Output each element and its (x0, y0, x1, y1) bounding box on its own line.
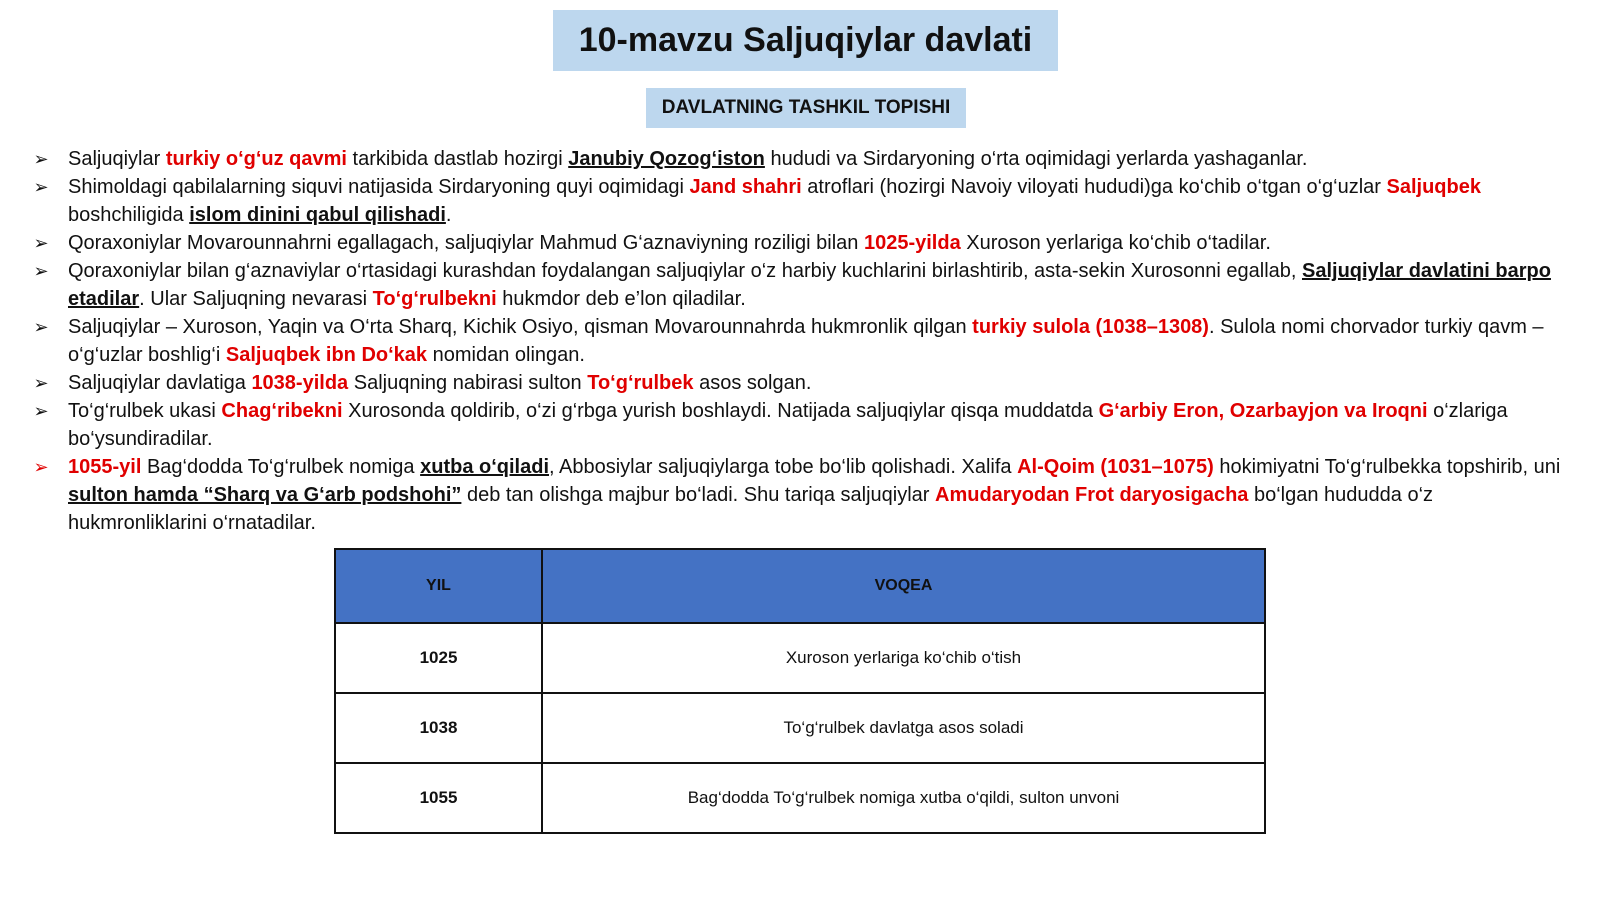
highlight-text: G‘arbiy Eron, Ozarbayjon va Iroqni (1098, 400, 1428, 422)
bullet-text: Shimoldagi qabilalarning siquvi natijasida Sirdaryoning quyi oqimidagi (68, 176, 690, 198)
arrow-bullet-icon: ➢ (33, 149, 49, 169)
highlight-text: 1038-yilda (251, 372, 349, 394)
bullet-text: . (445, 204, 452, 226)
underlined-text: Saljuqiylar davlatini barpo etadilar (68, 260, 1551, 310)
arrow-bullet-icon: ➢ (33, 401, 49, 421)
bullet-text: Saljuqiylar (68, 148, 166, 170)
bullet-text: Bag‘dodda To‘g‘rulbek nomiga (141, 456, 421, 478)
underlined-text: xutba o‘qiladi (420, 456, 550, 478)
bullet-text: deb tan olishga majbur bo‘ladi. Shu tariqa saljuqiylar (461, 484, 936, 506)
highlight-text: turkiy sulola (1038–1308) (972, 316, 1209, 338)
highlight-text: To‘g‘rulbek (587, 372, 694, 394)
bullet-text: boshchiligida (68, 204, 190, 226)
header-year: YIL (335, 549, 542, 623)
section-subtitle: DAVLATNING TASHKIL TOPISHI (661, 97, 951, 118)
arrow-bullet-icon: ➢ (33, 261, 49, 281)
bullet-text: Qoraxoniylar Movarounnahrni egallagach, saljuqiylar Mahmud G‘aznaviyning roziligi bilan (68, 232, 864, 254)
subtitle-banner (646, 88, 966, 128)
underlined-text: Janubiy Qozog‘iston (568, 148, 765, 170)
highlight-text: Saljuqbek (1386, 176, 1481, 198)
highlight-text: Saljuqbek ibn Do‘kak (225, 344, 428, 366)
highlight-text: Amudaryodan Frot daryosigacha (935, 484, 1249, 506)
table-row (335, 623, 1265, 693)
bullet-text: Xurosonda qoldirib, o‘zi g‘rbga yurish boshlaydi. Natijada saljuqiylar qisqa muddatda (342, 400, 1099, 422)
arrow-bullet-icon: ➢ (33, 373, 49, 393)
bullet-text: . Sulola nomi chorvador turkiy qavm – o‘g‘uzlar boshlig‘i (68, 316, 1544, 366)
bullet-text: Saljuqiylar davlatiga (68, 372, 252, 394)
highlight-text: turkiy o‘g‘uz qavmi (165, 148, 347, 170)
highlight-text: Al-Qoim (1031–1075) (1017, 456, 1214, 478)
bullet-text: To‘g‘rulbek ukasi (68, 400, 222, 422)
bullet-text: atroflari (hozirgi Navoiy viloyati hududi)ga ko‘chib o‘tgan o‘g‘uzlar (801, 176, 1387, 198)
bullet-text: o‘zlariga bo‘ysundiradilar. (68, 400, 1508, 450)
highlight-text: 1055-yil (68, 456, 142, 478)
bullet-text: Qoraxoniylar bilan g‘aznaviylar o‘rtasidagi kurashdan foydalangan saljuqiylar o‘z harbiy kuchlarini birlashtirib, asta-sekin Xurosonni egallab, (68, 260, 1302, 282)
bullet-text: asos solgan. (693, 372, 812, 394)
highlight-text: Chag‘ribekni (221, 400, 343, 422)
bullet-text: hokimiyatni To‘g‘rulbekka topshirib, uni (1213, 456, 1561, 478)
events-table (334, 548, 1266, 834)
bullet-item (30, 257, 1575, 313)
table-header-row (335, 549, 1265, 623)
bullet-text: bo‘lgan hududda o‘z hukmronliklarini o‘rnatadilar. (68, 484, 1434, 534)
title-banner (553, 10, 1058, 71)
bullet-text: hududi va Sirdaryoning o‘rta oqimidagi yerlarda yashaganlar. (764, 148, 1308, 170)
arrow-bullet-icon: ➢ (33, 317, 49, 337)
underlined-text: islom dinini qabul qilishadi (189, 204, 446, 226)
bullet-text: Saljuqiylar – Xuroson, Yaqin va O‘rta Sharq, Kichik Osiyo, qisman Movarounnahrda hukmronlik qilgan (68, 316, 973, 338)
header-event: VOQEA (542, 549, 1265, 623)
page-title: 10-mavzu Saljuqiylar davlati (578, 21, 1033, 59)
highlight-text: 1025-yilda (863, 232, 961, 254)
bullet-item (30, 173, 1575, 229)
underlined-text: sulton hamda “Sharq va G‘arb podshohi” (68, 484, 462, 506)
bullet-text: . Ular Saljuqning nevarasi (139, 288, 373, 310)
bullet-text: tarkibida dastlab hozirgi (346, 148, 569, 170)
year-cell: 1025 (335, 623, 542, 693)
event-cell: Xuroson yerlariga ko‘chib o‘tish (542, 623, 1265, 693)
bullet-item (30, 229, 1575, 257)
bullet-text: , Abbosiylar saljuqiylarga tobe bo‘lib qolishadi. Xalifa (549, 456, 1018, 478)
bullet-item (30, 397, 1575, 453)
event-cell: Bag‘dodda To‘g‘rulbek nomiga xutba o‘qildi, sulton unvoni (542, 763, 1265, 833)
bullet-text: Saljuqning nabirasi sulton (348, 372, 588, 394)
highlight-text: Jand shahri (689, 176, 802, 198)
table-row (335, 763, 1265, 833)
bullet-text: hukmdor deb e’lon qiladilar. (496, 288, 746, 310)
table-body (335, 623, 1265, 833)
bullet-item (30, 313, 1575, 369)
bullet-item (30, 453, 1575, 537)
bullet-item (30, 369, 1575, 397)
bullet-item (30, 145, 1575, 173)
highlight-text: To‘g‘rulbekni (372, 288, 497, 310)
arrow-bullet-icon: ➢ (33, 457, 49, 477)
bullet-text: Xuroson yerlariga ko‘chib o‘tadilar. (960, 232, 1271, 254)
bullet-text: nomidan olingan. (427, 344, 585, 366)
table-row (335, 693, 1265, 763)
year-cell: 1055 (335, 763, 542, 833)
bullet-list (30, 145, 1575, 537)
event-cell: To‘g‘rulbek davlatga asos soladi (542, 693, 1265, 763)
arrow-bullet-icon: ➢ (33, 233, 49, 253)
arrow-bullet-icon: ➢ (33, 177, 49, 197)
year-cell: 1038 (335, 693, 542, 763)
